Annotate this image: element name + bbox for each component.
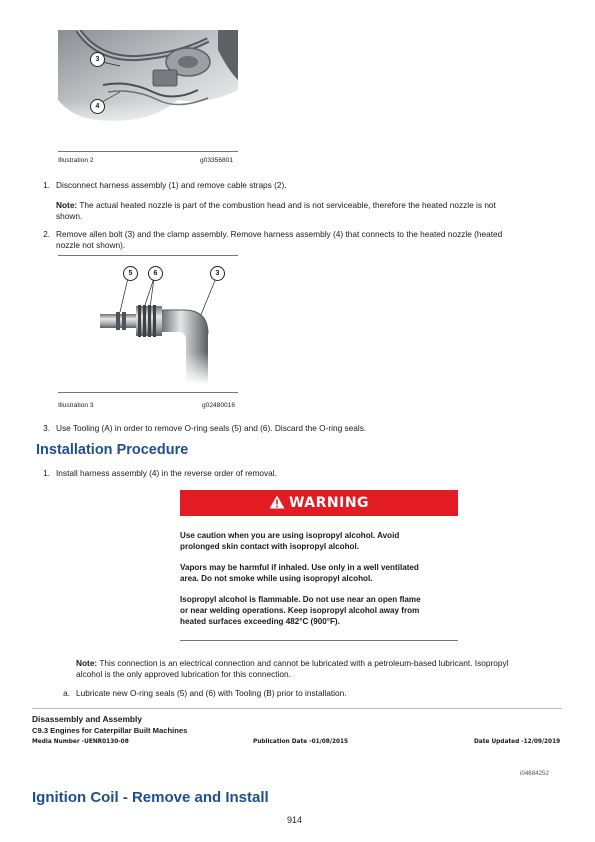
warning-title — [180, 495, 458, 511]
figure-1-caption: Illustration 2 — [58, 157, 94, 164]
warning-title-text: WARNING — [288, 495, 370, 511]
callout-label: 3 — [95, 56, 100, 63]
note-text-cont: shown. — [56, 211, 83, 221]
next-section-heading: Ignition Coil - Remove and Install — [32, 789, 269, 806]
note-label: Note: — [76, 658, 98, 668]
note-1 — [56, 200, 546, 222]
warning-line: or near welding operations. Keep isopropyl alcohol away from — [180, 606, 420, 615]
callout-label: 5 — [128, 270, 133, 277]
figure-1-graphic-id: g03356801 — [200, 157, 234, 164]
footer-subtitle: C9.3 Engines for Caterpillar Built Machines — [32, 726, 188, 735]
step-number: a. — [63, 688, 70, 698]
step-text: Disconnect harness assembly (1) and remove cable straps (2). — [56, 180, 287, 190]
callout-4-bubble — [90, 99, 105, 114]
publication-date: Publication Date -01/08/2015 — [253, 739, 349, 745]
step-text: Remove allen bolt (3) and the clamp assembly. Remove harness assembly (4) that connects to the heated nozzle (heated — [56, 229, 503, 239]
note-label: Note: — [56, 200, 78, 210]
step-number: 2. — [43, 229, 50, 239]
warning-paragraph-1 — [180, 530, 470, 552]
callout-3b-bubble — [210, 266, 225, 281]
step-text: Lubricate new O-ring seals (5) and (6) with Tooling (B) prior to installation. — [76, 688, 347, 698]
step-number: 1. — [43, 180, 50, 190]
callout-5-bubble — [123, 266, 138, 281]
page-number: 914 — [287, 815, 303, 825]
date-updated: Date Updated -12/09/2019 — [474, 739, 561, 745]
callout-6-bubble — [148, 266, 163, 281]
step-text: Use Tooling (A) in order to remove O-ring seals (5) and (6). Discard the O-ring seals. — [56, 423, 367, 433]
figure-1-divider — [58, 151, 238, 152]
media-number: Media Number -UENR0130-08 — [32, 739, 129, 745]
installation-heading: Installation Procedure — [36, 442, 189, 458]
figure-2-divider — [58, 392, 238, 393]
warning-line: Isopropyl alcohol is flammable. Do not use near an open flame — [180, 595, 421, 604]
warning-triangle-icon — [269, 495, 285, 509]
warning-line: heated surfaces exceeding 482°C (900°F). — [180, 617, 340, 626]
warning-banner — [180, 490, 458, 516]
warning-line: prolonged skin contact with isopropyl alcohol. — [180, 542, 359, 551]
warning-paragraph-2 — [180, 562, 470, 584]
step-number: 1. — [43, 468, 50, 478]
step-text: Install harness assembly (4) in the reverse order of removal. — [56, 468, 277, 478]
illustration-2-image — [58, 30, 238, 142]
figure-2-caption: Illustration 3 — [58, 402, 94, 409]
warning-line: area. Do not smoke while using isopropyl alcohol. — [180, 574, 373, 583]
callout-label: 3 — [215, 270, 220, 277]
note-text: The actual heated nozzle is part of the combustion head and is not serviceable, therefore the heated nozzle is not — [79, 200, 496, 210]
warning-line: Use caution when you are using isopropyl alcohol. Avoid — [180, 531, 400, 540]
note-2 — [76, 658, 556, 680]
figure-2-top-divider — [58, 255, 238, 256]
warning-line: Vapors may be harmful if inhaled. Use only in a well ventilated — [180, 563, 419, 572]
warning-divider — [180, 640, 458, 641]
footer-divider — [32, 708, 562, 709]
document-id: i04684252 — [520, 770, 549, 777]
step-number: 3. — [43, 423, 50, 433]
callout-label: 4 — [95, 103, 100, 110]
figure-2-graphic-id: g02480016 — [202, 402, 236, 409]
illustration-3-image — [58, 262, 238, 384]
warning-paragraph-3 — [180, 594, 470, 627]
footer-title: Disassembly and Assembly — [32, 714, 143, 724]
callout-3-bubble — [90, 52, 105, 67]
step-text-cont: nozzle not shown). — [56, 240, 126, 250]
note-text-cont: alcohol is the only approved lubrication for this connection. — [76, 669, 291, 679]
note-text: This connection is an electrical connection and cannot be lubricated with a petroleum-based lubricant. Isopropyl — [99, 658, 509, 668]
callout-label: 6 — [153, 270, 158, 277]
